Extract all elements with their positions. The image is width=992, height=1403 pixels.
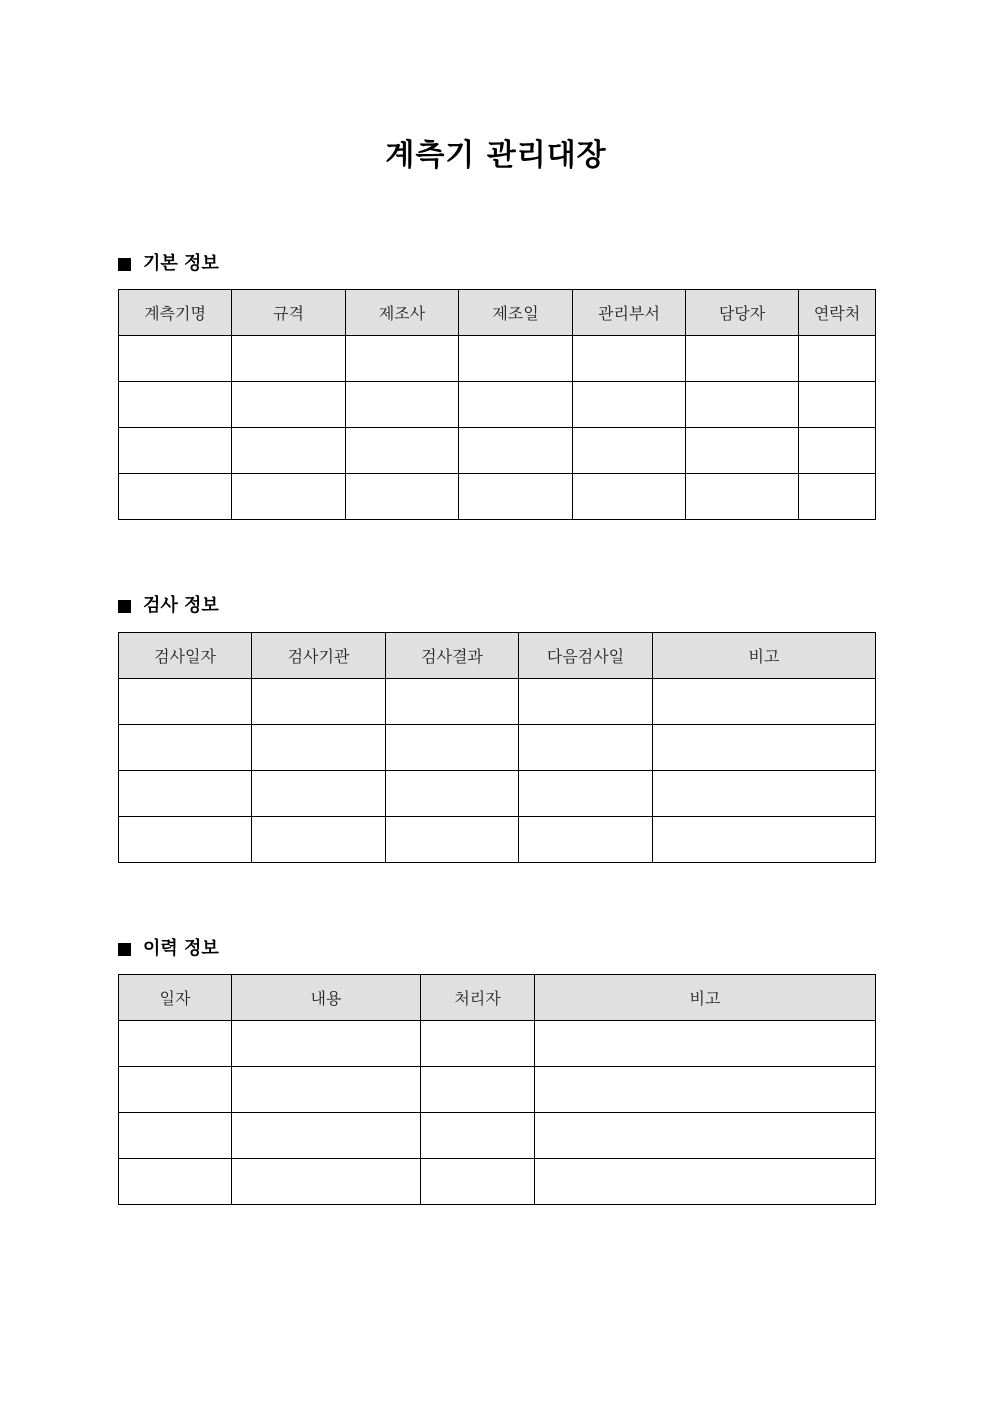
table-row: [119, 336, 876, 382]
table-cell[interactable]: [119, 1159, 232, 1205]
table-header-row: [119, 290, 876, 336]
table-cell[interactable]: [386, 817, 519, 863]
table-row: [119, 817, 876, 863]
table-cell[interactable]: [119, 1067, 232, 1113]
table-cell[interactable]: [519, 679, 653, 725]
table-cell[interactable]: [252, 771, 386, 817]
table-cell[interactable]: [686, 474, 799, 520]
table-cell[interactable]: [686, 382, 799, 428]
column-header: 비고: [535, 975, 876, 1021]
table-row: [119, 1021, 876, 1067]
table-cell[interactable]: [252, 817, 386, 863]
table-cell[interactable]: [519, 817, 653, 863]
column-header: 담당자: [686, 290, 799, 336]
square-bullet-icon: [118, 600, 131, 613]
table-row: [119, 474, 876, 520]
table-cell[interactable]: [535, 1113, 876, 1159]
column-header: 검사일자: [119, 633, 252, 679]
section-heading-inspection: [118, 594, 219, 618]
table-cell[interactable]: [421, 1113, 535, 1159]
table-cell[interactable]: [535, 1067, 876, 1113]
table-cell[interactable]: [119, 474, 232, 520]
table-cell[interactable]: [346, 382, 459, 428]
table-cell[interactable]: [535, 1021, 876, 1067]
table-cell[interactable]: [119, 1113, 232, 1159]
table-cell[interactable]: [799, 428, 876, 474]
table-cell[interactable]: [232, 1021, 421, 1067]
table-cell[interactable]: [252, 679, 386, 725]
table-cell[interactable]: [119, 771, 252, 817]
table-cell[interactable]: [252, 725, 386, 771]
table-cell[interactable]: [386, 679, 519, 725]
table-cell[interactable]: [799, 474, 876, 520]
table-cell[interactable]: [421, 1159, 535, 1205]
table-cell[interactable]: [346, 474, 459, 520]
column-header: 제조일: [459, 290, 573, 336]
column-header: 다음검사일: [519, 633, 653, 679]
column-header: 처리자: [421, 975, 535, 1021]
section-heading-label: 기본 정보: [143, 253, 219, 274]
table-cell[interactable]: [119, 725, 252, 771]
table-cell[interactable]: [799, 382, 876, 428]
table-cell[interactable]: [686, 428, 799, 474]
table-cell[interactable]: [232, 1067, 421, 1113]
table-cell[interactable]: [232, 382, 346, 428]
document-title: 계측기 관리대장: [385, 138, 607, 173]
table-cell[interactable]: [119, 428, 232, 474]
column-header: 비고: [653, 633, 876, 679]
table-cell[interactable]: [119, 336, 232, 382]
table-cell[interactable]: [119, 1021, 232, 1067]
table-cell[interactable]: [535, 1159, 876, 1205]
table-cell[interactable]: [573, 474, 686, 520]
section-heading-label: 이력 정보: [143, 938, 219, 959]
column-header: 규격: [232, 290, 346, 336]
table-cell[interactable]: [346, 336, 459, 382]
table-cell[interactable]: [653, 817, 876, 863]
square-bullet-icon: [118, 258, 131, 271]
table-cell[interactable]: [421, 1067, 535, 1113]
column-header: 검사결과: [386, 633, 519, 679]
table-cell[interactable]: [653, 679, 876, 725]
table-header-row: [119, 633, 876, 679]
table-cell[interactable]: [386, 771, 519, 817]
inspection-info-table: [118, 632, 876, 863]
table-cell[interactable]: [459, 336, 573, 382]
table-row: [119, 1067, 876, 1113]
table-cell[interactable]: [421, 1021, 535, 1067]
table-cell[interactable]: [119, 679, 252, 725]
basic-info-table: [118, 289, 876, 520]
table-cell[interactable]: [519, 725, 653, 771]
section-heading-basic: [118, 252, 219, 276]
table-row: [119, 679, 876, 725]
table-cell[interactable]: [232, 336, 346, 382]
table-row: [119, 382, 876, 428]
table-cell[interactable]: [653, 725, 876, 771]
column-header: 일자: [119, 975, 232, 1021]
column-header: 제조사: [346, 290, 459, 336]
table-cell[interactable]: [573, 428, 686, 474]
table-cell[interactable]: [386, 725, 519, 771]
table-cell[interactable]: [459, 474, 573, 520]
table-cell[interactable]: [232, 1113, 421, 1159]
table-row: [119, 1113, 876, 1159]
column-header: 연락처: [799, 290, 876, 336]
column-header: 검사기관: [252, 633, 386, 679]
table-cell[interactable]: [519, 771, 653, 817]
table-cell[interactable]: [686, 336, 799, 382]
table-cell[interactable]: [459, 382, 573, 428]
table-header-row: [119, 975, 876, 1021]
history-info-table: [118, 974, 876, 1205]
table-row: [119, 771, 876, 817]
column-header: 관리부서: [573, 290, 686, 336]
column-header: 계측기명: [119, 290, 232, 336]
table-row: [119, 428, 876, 474]
table-cell[interactable]: [346, 428, 459, 474]
table-cell[interactable]: [232, 474, 346, 520]
column-header: 내용: [232, 975, 421, 1021]
table-cell[interactable]: [119, 382, 232, 428]
table-cell[interactable]: [573, 336, 686, 382]
table-cell[interactable]: [573, 382, 686, 428]
square-bullet-icon: [118, 943, 131, 956]
table-cell[interactable]: [653, 771, 876, 817]
section-heading-label: 검사 정보: [143, 595, 219, 616]
table-cell[interactable]: [459, 428, 573, 474]
table-cell[interactable]: [799, 336, 876, 382]
table-cell[interactable]: [119, 817, 252, 863]
table-cell[interactable]: [232, 1159, 421, 1205]
table-row: [119, 725, 876, 771]
table-cell[interactable]: [232, 428, 346, 474]
section-heading-history: [118, 937, 219, 961]
table-row: [119, 1159, 876, 1205]
